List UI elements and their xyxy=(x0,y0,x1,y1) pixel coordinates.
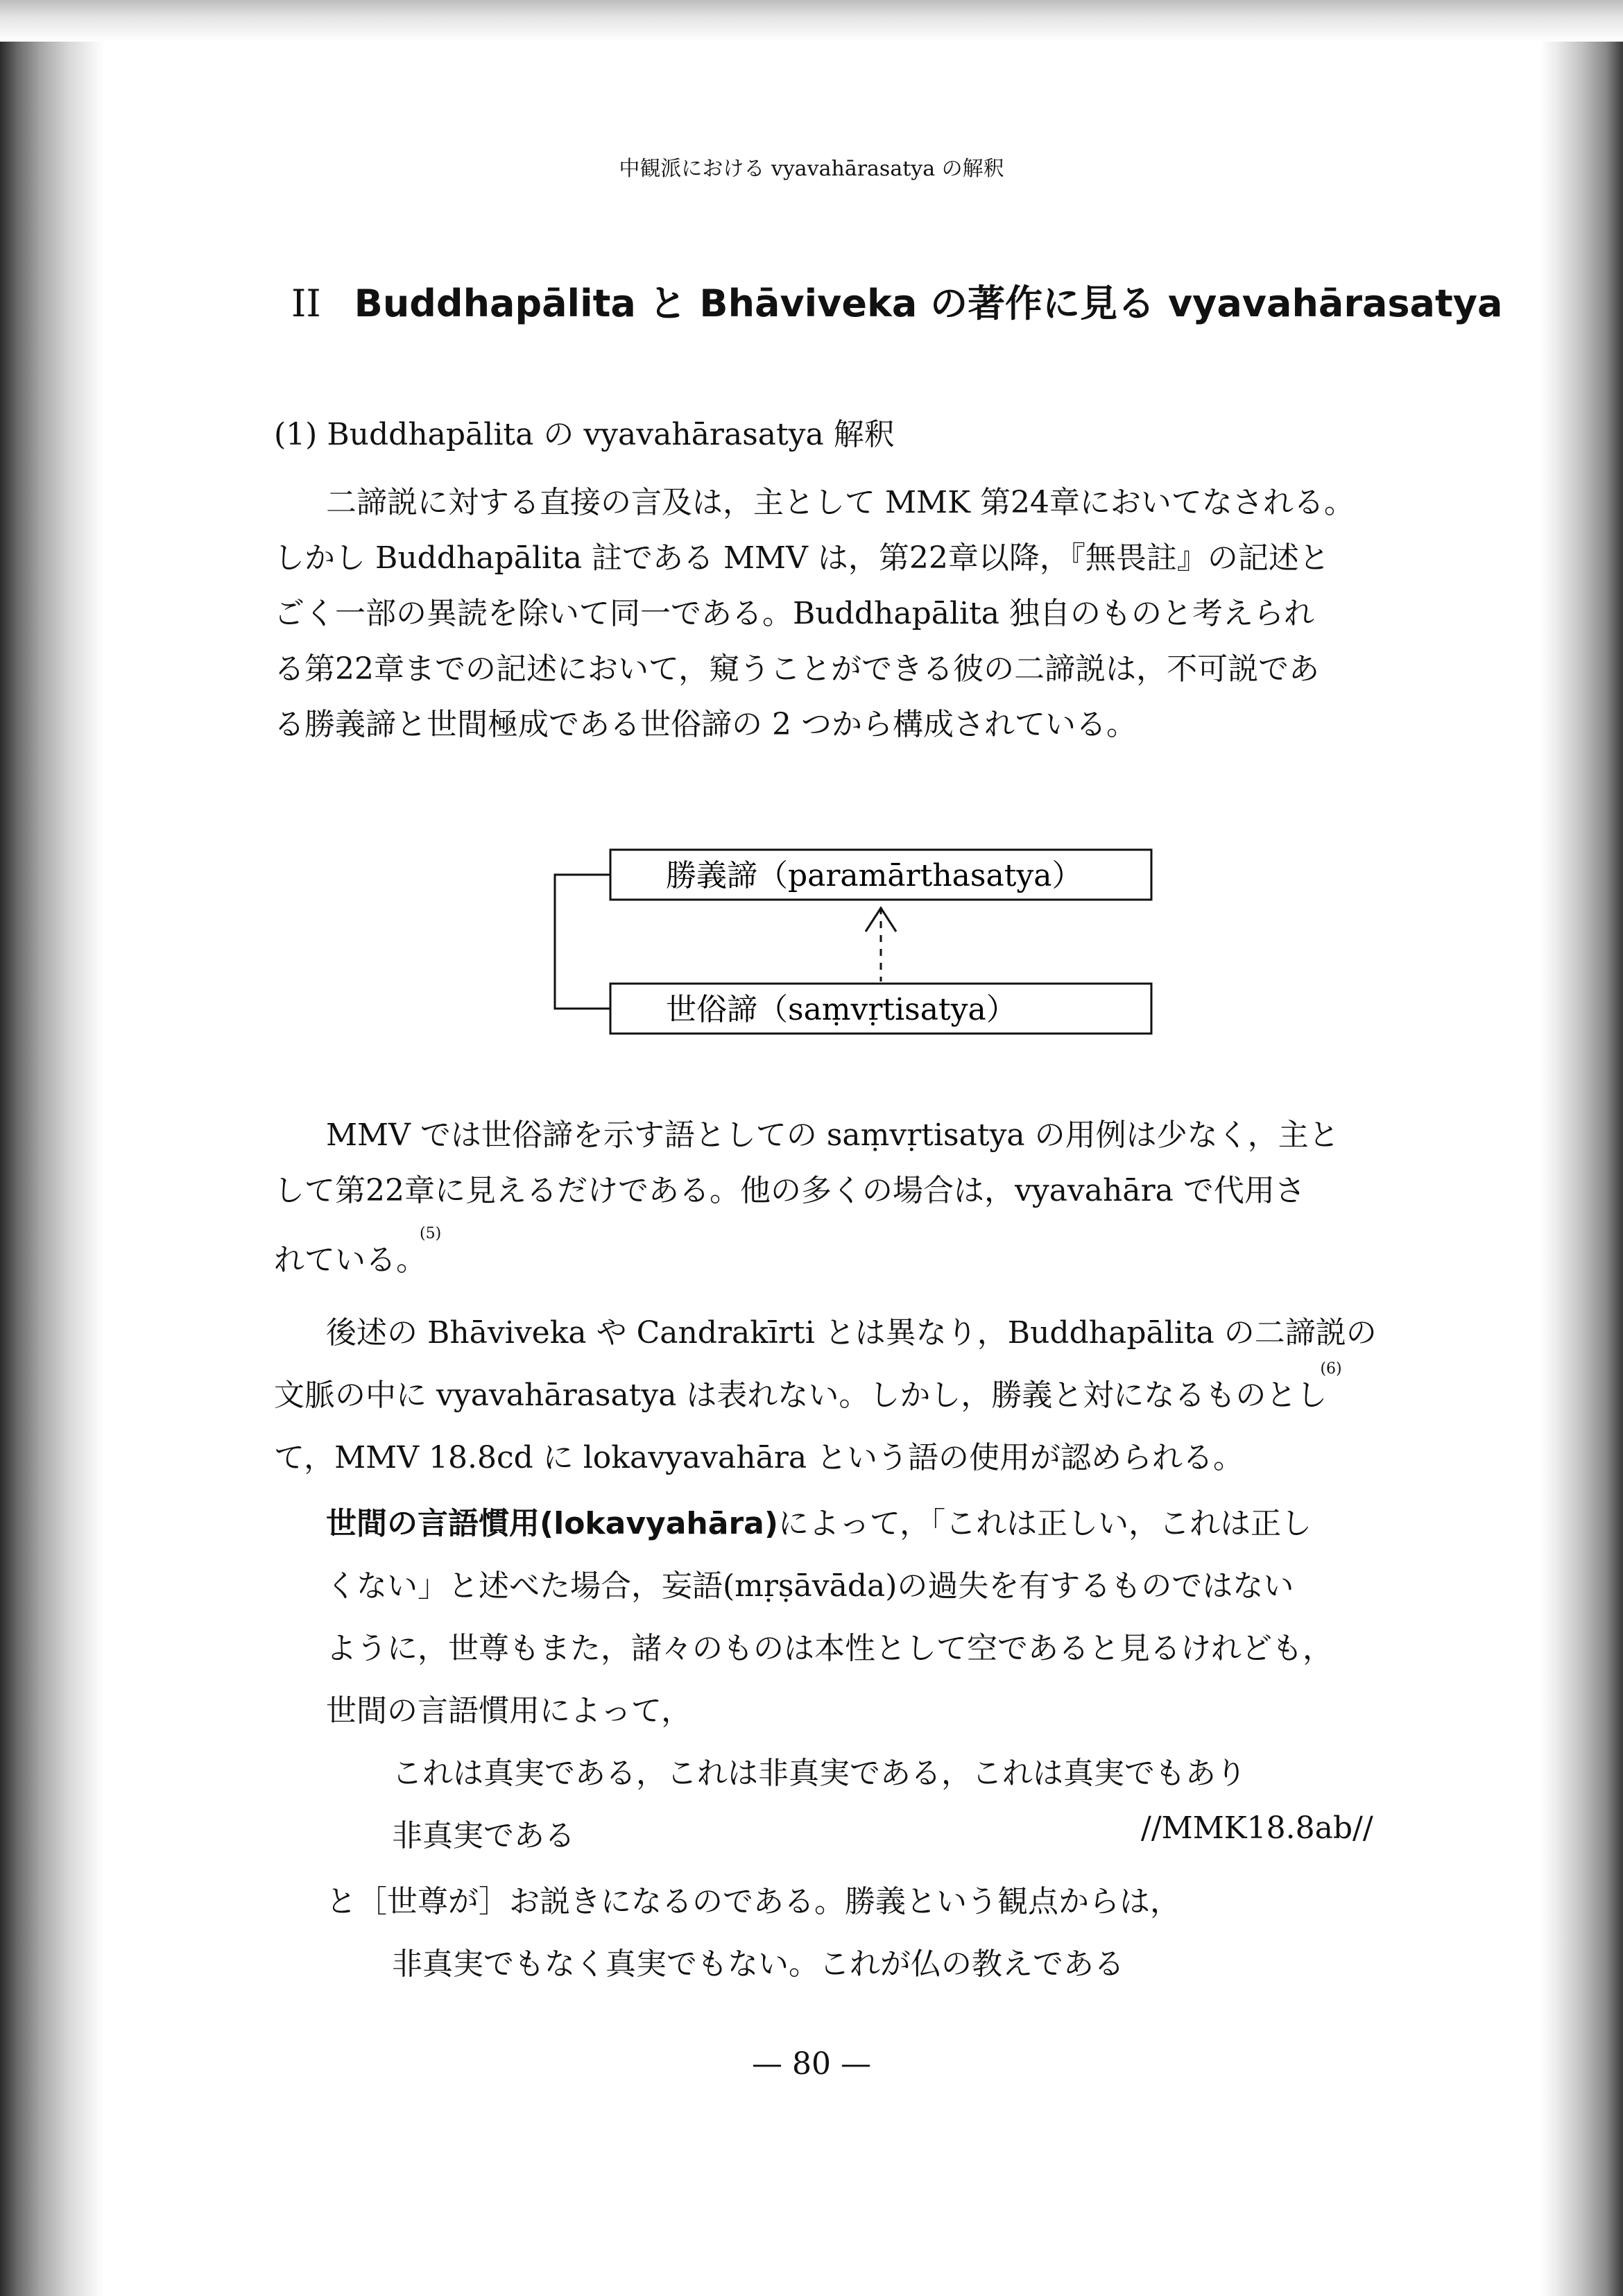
scan-shadow-left xyxy=(0,0,104,2296)
satya-diagram-svg xyxy=(548,843,1172,1051)
para1-line4: る第22章までの記述において，窺うことができる彼の二諦説は，不可説であ xyxy=(274,651,1320,687)
samvrti-label: 世俗諦（saṃvṛtisatya） xyxy=(666,992,1017,1027)
verse-line1: これは真実である，これは非真実である，これは真実でもあり xyxy=(392,1756,1246,1791)
para2-line3 xyxy=(274,1225,442,1279)
verse-line2: 非真実である xyxy=(392,1818,575,1853)
footnote-6: (6) xyxy=(1320,1360,1342,1378)
satya-diagram xyxy=(548,843,1172,1051)
bracket-line xyxy=(555,875,610,1009)
quote-line2: くない」と述べた場合，妄語(mṛṣāvāda)の過失を有するものではない xyxy=(326,1568,1294,1604)
para3-line2 xyxy=(274,1360,1342,1414)
quote-bold-lead: 世間の言語慣用(lokavyahāra) xyxy=(326,1506,778,1541)
para1-line2: しかし Buddhapālita 註である MMV は，第22章以降，『無畏註』の記述と xyxy=(274,540,1330,576)
para2-line2: して第22章に見えるだけである。他の多くの場合は，vyavahāra で代用さ xyxy=(274,1173,1305,1208)
para3-line3: て，MMV 18.8cd に lokavyavahāra という語の使用が認められる。 xyxy=(274,1440,1244,1475)
para1-line5: る勝義諦と世間極成である世俗諦の 2 つから構成されている。 xyxy=(274,707,1137,742)
footnote-5: (5) xyxy=(420,1225,442,1243)
section-number: II xyxy=(291,282,321,325)
quote-line4: 世間の言語慣用によって， xyxy=(326,1693,692,1729)
paramartha-label: 勝義諦（paramārthasatya） xyxy=(666,858,1083,893)
section-title xyxy=(291,274,1502,327)
para1-line1: 二諦説に対する直接の言及は，主として MMK 第24章においてなされる。 xyxy=(326,485,1355,520)
section-title-text: Buddhapālita と Bhāviveka の著作に見る vyavahārasatya xyxy=(354,282,1503,325)
subsection-heading: (1) Buddhapālita の vyavahārasatya 解釈 xyxy=(274,417,895,452)
scan-shadow-top xyxy=(0,0,1623,42)
quote-line1-rest: によって，「これは正しい，これは正し xyxy=(778,1506,1312,1541)
para2-line1: MMV では世俗諦を示す語としての saṃvṛtisatya の用例は少なく，主と xyxy=(326,1117,1339,1153)
para3-line2-text: 文脈の中に vyavahārasatya は表れない。しかし，勝義と対になるものとし xyxy=(274,1378,1328,1413)
para3-line1: 後述の Bhāviveka や Candrakīrti とは異なり，Buddhapālita の二諦説の xyxy=(326,1315,1377,1351)
quote-line5: と［世尊が］お説きになるのである。勝義という観点からは， xyxy=(326,1884,1180,1919)
para2-line3-text: れている。 xyxy=(274,1242,427,1278)
running-header: 中観派における vyavahārasatya の解釈 xyxy=(619,157,1004,181)
quote-line6: 非真実でもなく真実でもない。これが仏の教えである xyxy=(392,1946,1124,1982)
quote-line1 xyxy=(326,1498,1312,1543)
para1-line3: ごく一部の異読を除いて同一である。Buddhapālita 独自のものと考えられ xyxy=(274,596,1315,631)
page-number: — 80 — xyxy=(752,2046,871,2082)
scan-shadow-right xyxy=(1540,0,1623,2296)
quote-line3: ように，世尊もまた，諸々のものは本性として空であると見るけれども， xyxy=(326,1631,1333,1666)
verse-reference: //MMK18.8ab// xyxy=(1141,1810,1373,1846)
